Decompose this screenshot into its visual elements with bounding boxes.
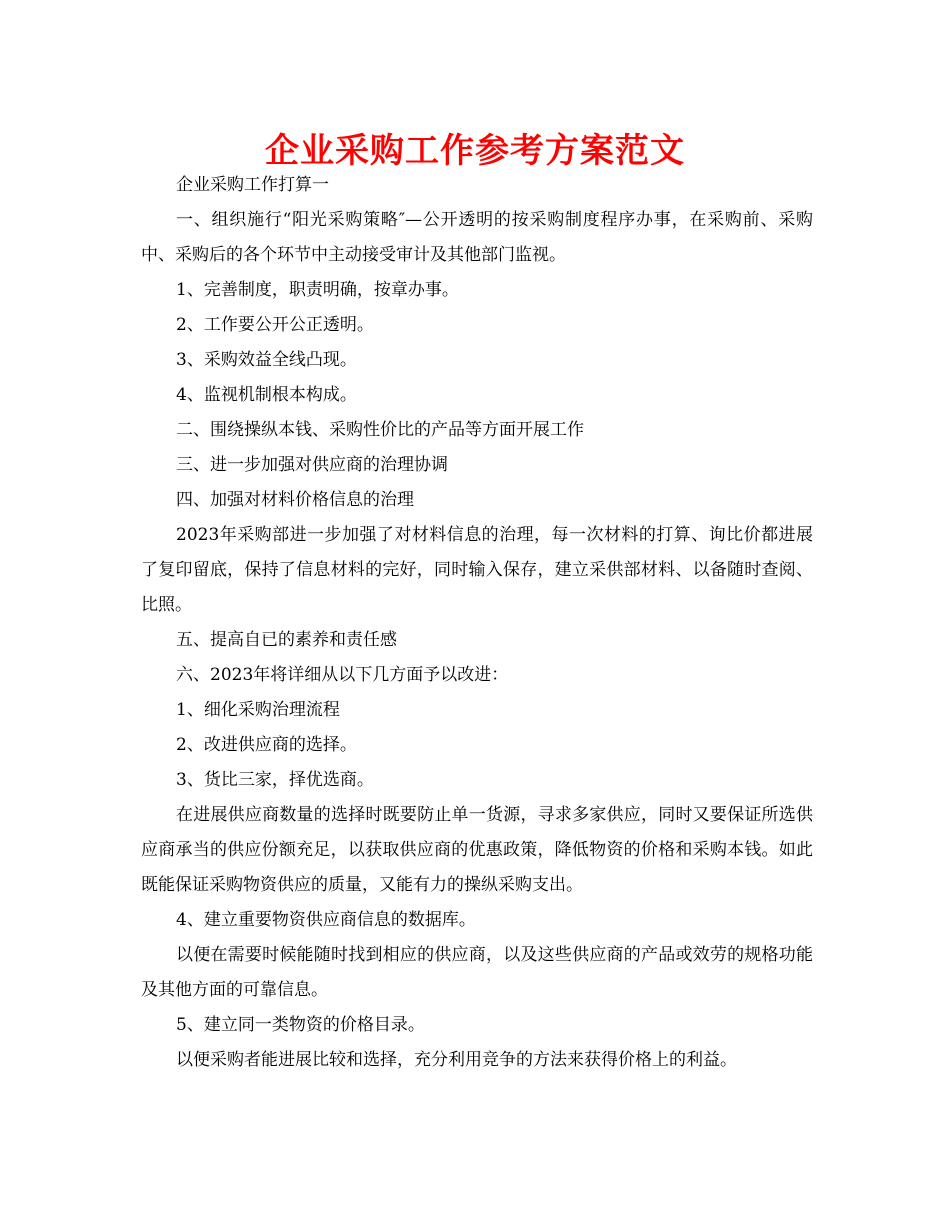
paragraph-section-6: 六、2023年将详细从以下几方面予以改进： xyxy=(176,665,509,685)
paragraph-item-6-4: 4、建立重要物资供应商信息的数据库。 xyxy=(176,910,476,930)
paragraph-section-4-body: 2023年采购部进一步加强了对材料信息的治理，每一次材料的打算、询比价都进展了复印留底，保持了信息材料的完好，同时输入保存，建立采供部材料、以备随时查阅、比照。 xyxy=(141,525,813,615)
paragraph-section-3: 三、进一步加强对供应商的治理协调 xyxy=(176,455,448,475)
document-title: 企业采购工作参考方案范文 xyxy=(265,131,685,171)
paragraph-section-5: 五、提高自已的素养和责任感 xyxy=(176,630,397,650)
paragraph-item-6-3-body: 在进展供应商数量的选择时既要防止单一货源，寻求多家供应，同时又要保证所选供应商承当的供应份额充足，以获取供应商的优惠政策，降低物资的价格和采购本钱。如此既能保证采购物资供应的质量，又能有力的操纵采购支出。 xyxy=(141,805,813,895)
paragraph-item-6-2: 2、改进供应商的选择。 xyxy=(176,735,357,755)
document-body xyxy=(141,168,813,1078)
paragraph-item-1-3: 3、采购效益全线凸现。 xyxy=(176,350,357,370)
paragraph-item-6-4-body: 以便在需要时候能随时找到相应的供应商，以及这些供应商的产品或效劳的规格功能及其他方面的可靠信息。 xyxy=(141,945,813,1000)
paragraph-item-6-5: 5、建立同一类物资的价格目录。 xyxy=(176,1015,425,1035)
paragraph-section-2: 二、围绕操纵本钱、采购性价比的产品等方面开展工作 xyxy=(176,420,584,440)
paragraph-item-6-3: 3、货比三家，择优选商。 xyxy=(176,770,374,790)
paragraph-plan-heading: 企业采购工作打算一 xyxy=(176,175,329,195)
paragraph-item-1-4: 4、监视机制根本构成。 xyxy=(176,385,357,405)
paragraph-item-1-1: 1、完善制度，职责明确，按章办事。 xyxy=(176,280,459,300)
paragraph-section-4: 四、加强对材料价格信息的治理 xyxy=(176,490,414,510)
paragraph-item-1-2: 2、工作要公开公正透明。 xyxy=(176,315,374,335)
paragraph-section-1: 一、组织施行“阳光采购策略″—公开透明的按采购制度程序办事，在采购前、采购中、采购后的各个环节中主动接受审计及其他部门监视。 xyxy=(141,210,813,265)
paragraph-item-6-1: 1、细化采购治理流程 xyxy=(176,700,340,720)
paragraph-item-6-5-body: 以便采购者能进展比较和选择，充分利用竞争的方法来获得价格上的利益。 xyxy=(176,1050,737,1070)
